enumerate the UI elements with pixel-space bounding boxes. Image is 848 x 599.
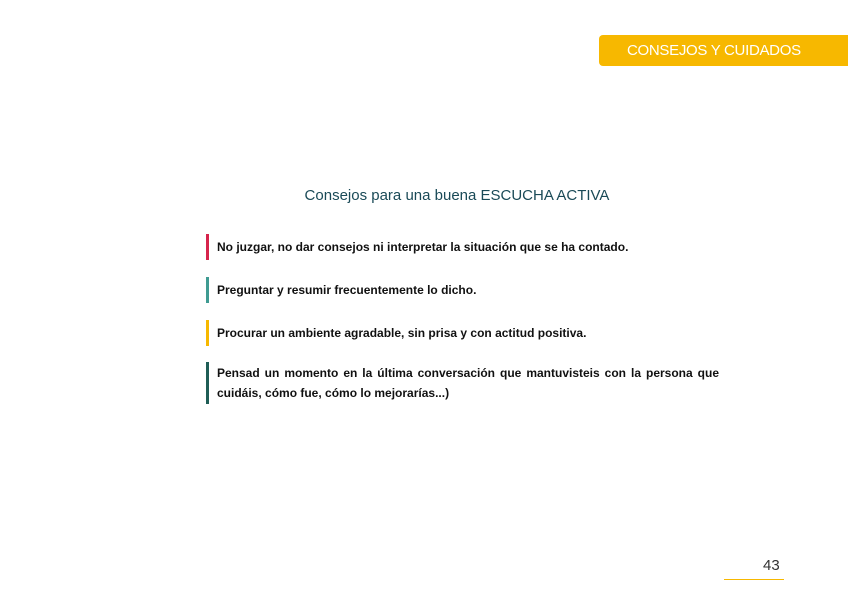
tip-item xyxy=(206,277,719,303)
section-tab xyxy=(599,35,848,66)
tip-item xyxy=(206,320,719,346)
tip-text: No juzgar, no dar consejos ni interpretar la situación que se ha contado. xyxy=(217,240,629,254)
tip-text: Preguntar y resumir frecuentemente lo dicho. xyxy=(217,283,477,297)
page-number-underline xyxy=(724,579,784,580)
page-number: 43 xyxy=(763,557,780,574)
section-label: CONSEJOS Y CUIDADOS xyxy=(627,42,801,59)
tip-item xyxy=(206,362,719,404)
tip-text: Pensad un momento en la última conversación que mantuvisteis con la persona que cuidáis, cómo fue, cómo lo mejorarías...) xyxy=(217,366,719,400)
page-title: Consejos para una buena ESCUCHA ACTIVA xyxy=(304,187,610,204)
tip-item xyxy=(206,234,719,260)
tip-text: Procurar un ambiente agradable, sin prisa y con actitud positiva. xyxy=(217,326,587,340)
